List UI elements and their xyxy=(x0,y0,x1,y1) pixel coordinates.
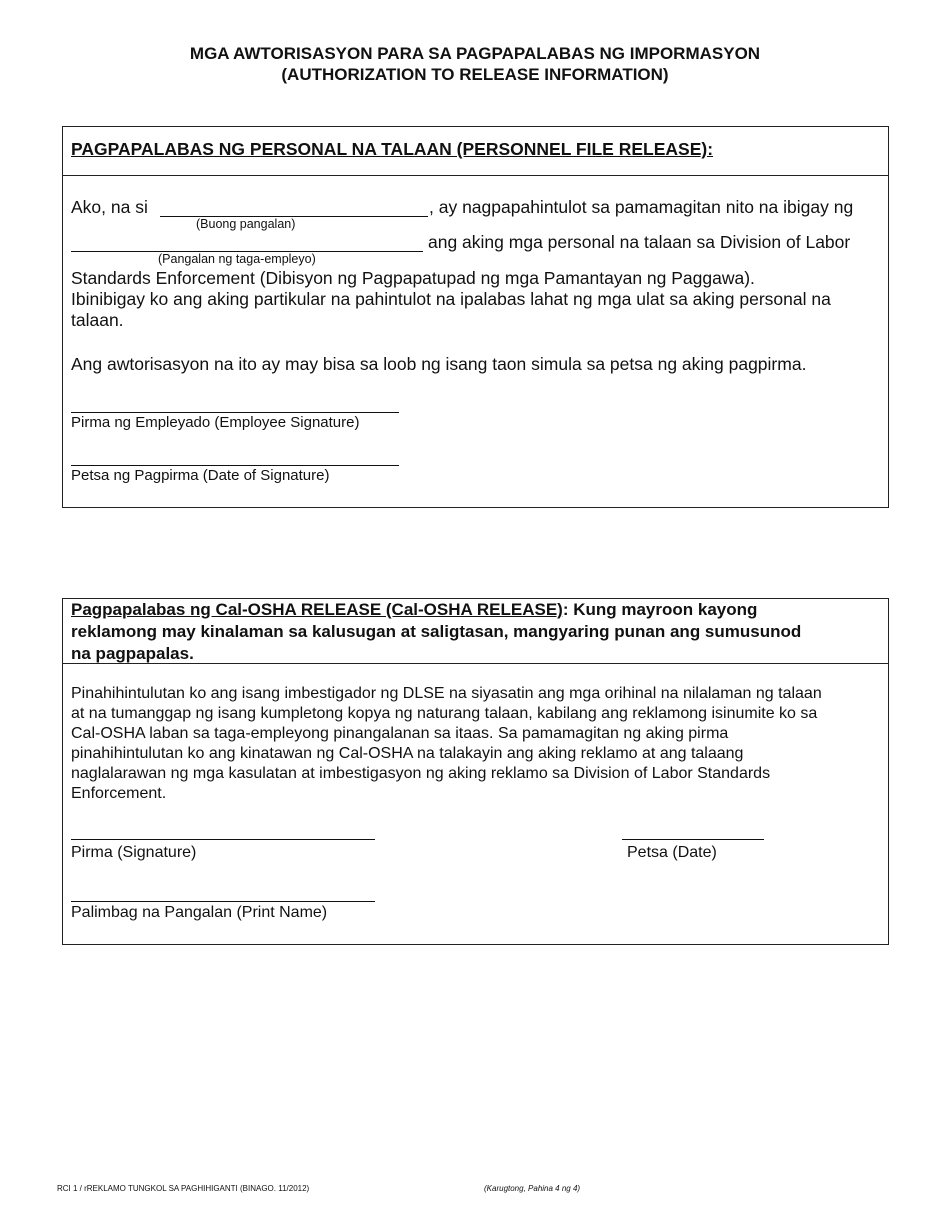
validity-statement: Ang awtorisasyon na ito ay may bisa sa loob ng isang taon simula sa petsa ng aking pagpirma. xyxy=(71,354,807,374)
calosha-paragraph-line: at na tumanggap ng isang kumpletong kopya ng naturang talaan, kabilang ang reklamong isinumite ko sa xyxy=(71,705,818,722)
calosha-title-line-3: na pagpapalas. xyxy=(71,644,194,663)
calosha-release-title xyxy=(71,599,886,665)
calosha-release-header xyxy=(63,599,888,664)
statement-line-5: talaan. xyxy=(71,310,124,330)
calosha-paragraph-line: Pinahihintulutan ko ang isang imbestigador ng DLSE na siyasatin ang mga orihinal na nilalaman ng talaan xyxy=(71,685,822,702)
statement-line-3: Standards Enforcement (Dibisyon ng Pagpapatupad ng mga Pamantayan ng Paggawa). xyxy=(71,268,755,288)
date-of-signature-label: Petsa ng Pagpirma (Date of Signature) xyxy=(71,467,330,484)
calosha-signature-label: Pirma (Signature) xyxy=(71,844,197,861)
statement-line-4: Ibinibigay ko ang aking partikular na pahintulot na ipalabas lahat ng mga ulat sa aking personal na xyxy=(71,289,831,309)
calosha-paragraph-line: Cal-OSHA laban sa taga-empleyong pinangalanan sa itaas. Sa pamamagitan ng aking pirma xyxy=(71,725,729,742)
calosha-title-line-2: reklamong may kinalaman sa kalusugan at saligtasan, mangyaring punan ang sumusunod xyxy=(71,622,802,641)
page-subtitle: (AUTHORIZATION TO RELEASE INFORMATION) xyxy=(281,65,669,84)
calosha-paragraph-line: pinahihintulutan ko ang kinatawan ng Cal-OSHA na talakayin ang aking reklamo at ang talaang xyxy=(71,745,744,762)
intro-suffix: , ay nagpapahintulot sa pamamagitan nito na ibigay ng xyxy=(429,197,854,217)
date-of-signature-field[interactable] xyxy=(71,465,399,466)
employer-name-hint: (Pangalan ng taga-empleyo) xyxy=(158,252,316,266)
calosha-date-field[interactable] xyxy=(622,839,764,840)
employee-signature-field[interactable] xyxy=(71,412,399,413)
employee-signature-label: Pirma ng Empleyado (Employee Signature) xyxy=(71,414,360,431)
print-name-label: Palimbag na Pangalan (Print Name) xyxy=(71,904,328,921)
calosha-paragraph xyxy=(71,684,822,804)
personnel-release-header xyxy=(63,127,888,176)
personnel-release-section xyxy=(62,126,889,508)
footer-page-number: (Karugtong, Pahina 4 ng 4) xyxy=(484,1184,581,1193)
page-title: MGA AWTORISASYON PARA SA PAGPAPALABAS NG IMPORMASYON xyxy=(189,44,761,63)
intro-prefix: Ako, na si xyxy=(71,197,148,217)
calosha-paragraph-line: Enforcement. xyxy=(71,785,167,802)
release-to-text: ang aking mga personal na talaan sa Division of Labor xyxy=(428,232,851,252)
calosha-title-rest: : Kung mayroon kayong xyxy=(562,600,758,619)
calosha-signature-field[interactable] xyxy=(71,839,375,840)
calosha-paragraph-line: naglalarawan ng mga kasulatan at imbestigasyon ng aking reklamo sa Division of Labor Standards xyxy=(71,765,771,782)
personnel-release-title: PAGPAPALABAS NG PERSONAL NA TALAAN (PERSONNEL FILE RELEASE): xyxy=(71,139,714,159)
full-name-hint: (Buong pangalan) xyxy=(196,217,296,231)
calosha-title-underlined: Pagpapalabas ng Cal-OSHA RELEASE (Cal-OSHA RELEASE) xyxy=(71,600,563,619)
calosha-date-label: Petsa (Date) xyxy=(627,844,717,861)
print-name-field[interactable] xyxy=(71,901,375,902)
calosha-release-section xyxy=(62,598,889,945)
footer-form-id: RCI 1 / rREKLAMO TUNGKOL SA PAGHIHIGANTI (BINAGO. 11/2012) xyxy=(57,1184,310,1193)
